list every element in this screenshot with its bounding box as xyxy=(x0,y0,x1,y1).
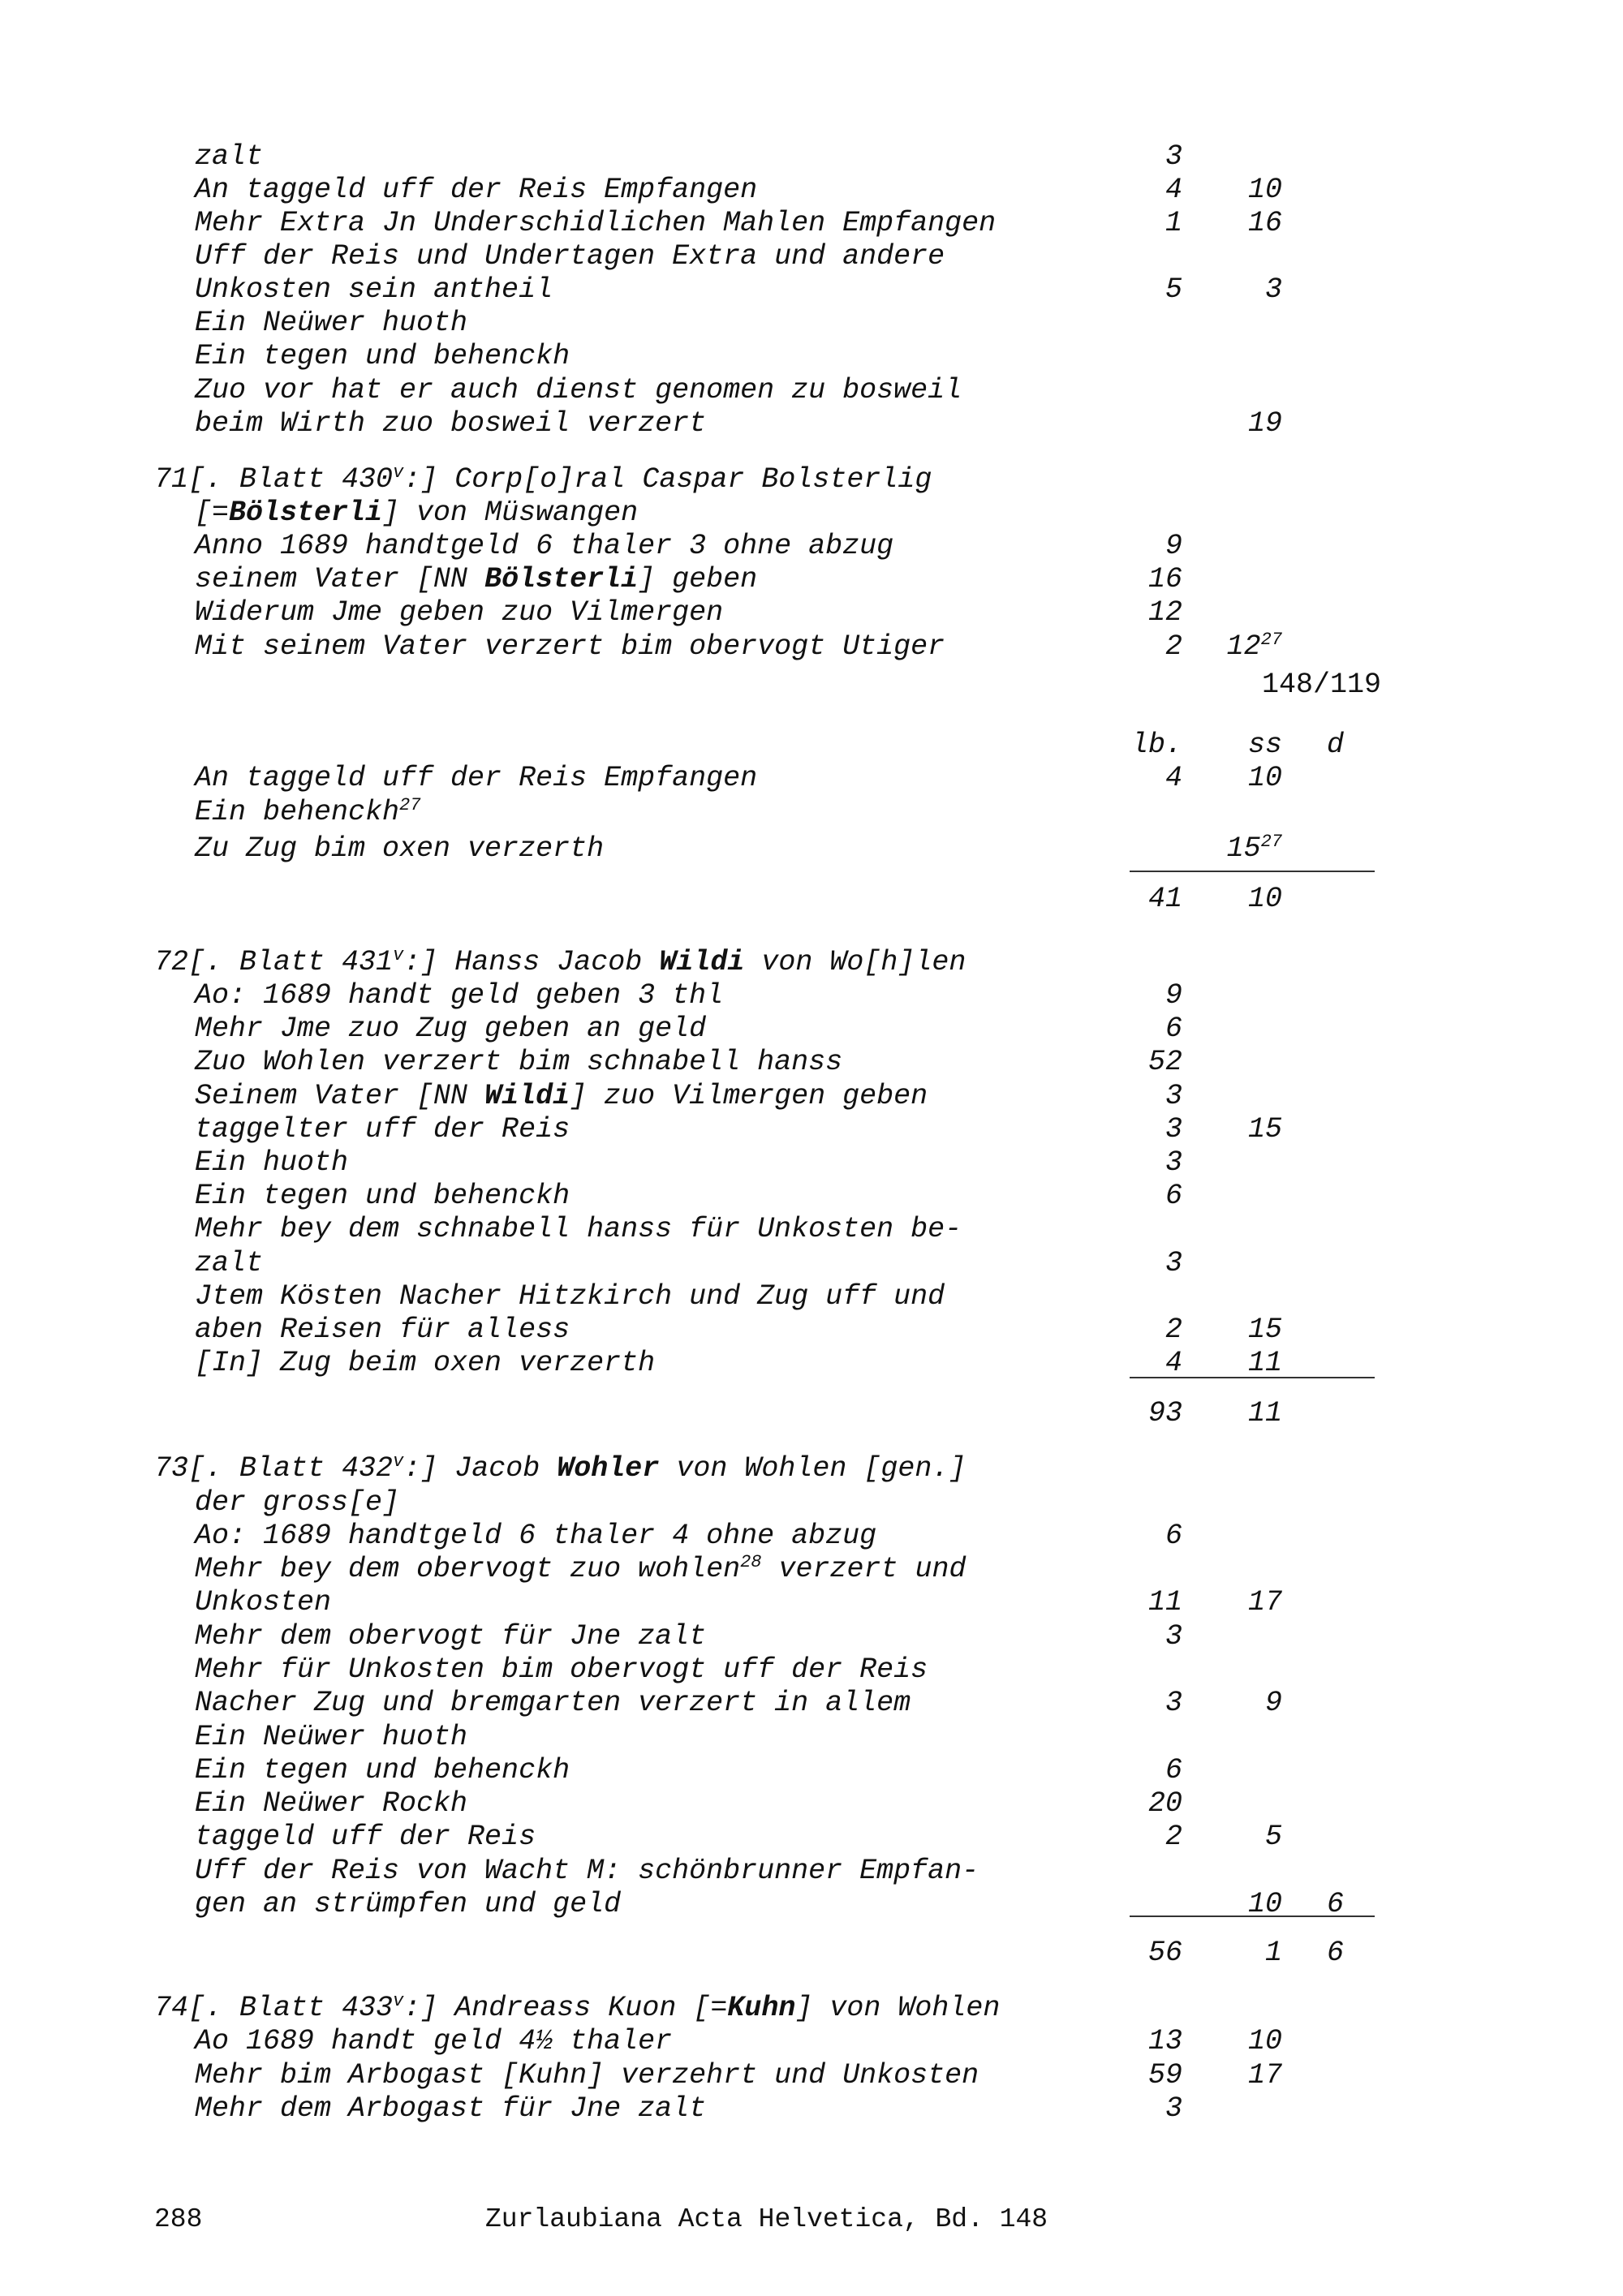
ledger-line xyxy=(0,373,1623,407)
ledger-line xyxy=(0,1653,1623,1687)
amount-lb: 4 xyxy=(1165,174,1182,206)
entry-heading-text: 73[. Blatt 432$^v$:] Jacob Wohler von Wohlen [gen.] xyxy=(154,1451,966,1485)
line-text: Mehr dem obervogt für Jne zalt xyxy=(195,1620,707,1653)
amount-lb: 4 xyxy=(1165,762,1182,794)
amount-ss: 3 xyxy=(1264,273,1282,306)
ledger-line xyxy=(0,1079,1623,1113)
amount-lb: 59 xyxy=(1147,2059,1182,2092)
line-text: Zuo Wohlen verzert bim schnabell hanss xyxy=(195,1046,843,1078)
ledger-line xyxy=(0,206,1623,240)
ledger-line xyxy=(0,832,1623,866)
amount-ss: $12^{27}$ xyxy=(1226,630,1282,663)
amount-lb: 1 xyxy=(1165,207,1182,239)
ledger-line xyxy=(0,761,1623,795)
amount-lb: 2 xyxy=(1165,1821,1182,1853)
ledger-line xyxy=(0,1686,1623,1720)
ledger-line xyxy=(0,1786,1623,1821)
amount-lb: 2 xyxy=(1165,630,1182,663)
amount-ss: 19 xyxy=(1247,407,1282,440)
amount-ss: 17 xyxy=(1247,1586,1282,1619)
amount-lb: 6 xyxy=(1165,1180,1182,1212)
line-text: zalt xyxy=(195,140,264,173)
amount-lb: 3 xyxy=(1165,2092,1182,2125)
ledger-line xyxy=(0,496,1623,530)
entry-heading xyxy=(0,1991,1623,2025)
line-text: Ein Neüwer huoth xyxy=(195,1721,468,1753)
ledger-line xyxy=(0,339,1623,373)
ledger-line xyxy=(0,1486,1623,1520)
amount-d: 6 xyxy=(1326,1888,1344,1920)
amount-lb: 11 xyxy=(1147,1586,1182,1619)
line-text: seinem Vater [NN Bölsterli] geben xyxy=(195,563,758,595)
amount-lb: 56 xyxy=(1147,1937,1182,1969)
ledger-line xyxy=(0,1246,1623,1280)
ledger-line xyxy=(0,1619,1623,1653)
line-text: An taggeld uff der Reis Empfangen xyxy=(195,174,758,206)
amount-ss: 10 xyxy=(1247,762,1282,794)
line-text: Jtem Kösten Nacher Hitzkirch und Zug uff und xyxy=(195,1280,945,1313)
line-text: Mit seinem Vater verzert bim obervogt Utiger xyxy=(195,630,945,663)
amount-ss: 11 xyxy=(1247,1397,1282,1430)
amount-lb: 3 xyxy=(1165,1247,1182,1279)
amount-lb: 3 xyxy=(1165,1687,1182,1719)
line-text: [In] Zug beim oxen verzerth xyxy=(195,1347,656,1379)
ledger-line xyxy=(0,1346,1623,1380)
line-text: Mehr Extra Jn Underschidlichen Mahlen Empfangen xyxy=(195,207,997,239)
line-text: Unkosten xyxy=(195,1586,332,1619)
line-text: Ein Neüwer huoth xyxy=(195,307,468,339)
line-text: beim Wirth zuo bosweil verzert xyxy=(195,407,707,440)
line-text: gen an strümpfen und geld xyxy=(195,1888,622,1920)
entry-heading xyxy=(0,462,1623,497)
line-text: Mehr bey dem schnabell hanss für Unkosten be- xyxy=(195,1213,962,1245)
line-text: Seinem Vater [NN Wildi] zuo Vilmergen geben xyxy=(195,1080,928,1112)
line-text: Ein behenckh$^{27}$ xyxy=(195,795,421,828)
line-text: Ein huoth xyxy=(195,1146,349,1179)
entry-heading-text: 71[. Blatt 430$^v$:] Corp[o]ral Caspar Bolsterlig xyxy=(154,462,932,496)
amount-lb: 9 xyxy=(1165,530,1182,562)
sum-rule xyxy=(1130,1915,1375,1917)
amount-lb: 13 xyxy=(1147,2025,1182,2057)
line-text: [=Bölsterli] von Müswangen xyxy=(195,497,639,529)
line-text: Ein Neüwer Rockh xyxy=(195,1787,468,1820)
amount-lb: 3 xyxy=(1165,1620,1182,1653)
ledger-line xyxy=(0,1313,1623,1347)
amount-ss: 1 xyxy=(1264,1937,1282,1969)
ledger-line xyxy=(0,1720,1623,1754)
amount-ss: 10 xyxy=(1247,883,1282,915)
ledger-line xyxy=(0,1753,1623,1787)
amount-lb: 9 xyxy=(1165,979,1182,1012)
ledger-line xyxy=(0,1279,1623,1314)
line-text: Uff der Reis und Undertagen Extra und andere xyxy=(195,240,945,273)
ledger-line xyxy=(0,306,1623,340)
line-text: zalt xyxy=(195,1247,264,1279)
ledger-line xyxy=(0,2058,1623,2092)
amount-lb: 3 xyxy=(1165,1113,1182,1146)
line-text: Nacher Zug und bremgarten verzert in allem xyxy=(195,1687,911,1719)
footer-title: Zurlaubiana Acta Helvetica, Bd. 148 xyxy=(485,2204,1048,2234)
entry-heading-text: 74[. Blatt 433$^v$:] Andreass Kuon [=Kuhn] von Wohlen xyxy=(154,1991,1001,2024)
amount-ss: 15 xyxy=(1247,1113,1282,1146)
ledger-line xyxy=(0,140,1623,174)
ledger-total-line xyxy=(0,882,1623,916)
ledger-total-line xyxy=(0,1396,1623,1430)
ledger-line xyxy=(0,173,1623,207)
amount-ss: ss xyxy=(1247,729,1282,761)
amount-lb: lb. xyxy=(1130,729,1182,761)
sum-rule xyxy=(1130,1377,1375,1378)
amount-d: d xyxy=(1326,729,1344,761)
amount-ss: 15 xyxy=(1247,1314,1282,1346)
amount-lb: 93 xyxy=(1147,1397,1182,1430)
line-text: Ao: 1689 handtgeld 6 thaler 4 ohne abzug xyxy=(195,1520,877,1552)
amount-d: 6 xyxy=(1326,1937,1344,1969)
amount-ss: 17 xyxy=(1247,2059,1282,2092)
sum-rule xyxy=(1130,871,1375,872)
line-text: Mehr dem Arbogast für Jne zalt xyxy=(195,2092,707,2125)
line-text: Ao: 1689 handt geld geben 3 thl xyxy=(195,979,724,1012)
amount-lb: 3 xyxy=(1165,140,1182,173)
ledger-line xyxy=(0,2024,1623,2058)
line-text: taggelter uff der Reis xyxy=(195,1113,570,1146)
ledger-line xyxy=(0,1045,1623,1079)
entry-heading xyxy=(0,945,1623,979)
amount-lb: 52 xyxy=(1147,1046,1182,1078)
amount-lb: 12 xyxy=(1147,596,1182,629)
ledger-line xyxy=(0,1887,1623,1921)
amount-lb: 6 xyxy=(1165,1754,1182,1786)
ledger-line xyxy=(0,795,1623,829)
ledger-line xyxy=(0,630,1623,664)
ledger-line xyxy=(0,1179,1623,1213)
ledger-line xyxy=(0,1212,1623,1246)
entry-heading xyxy=(0,1451,1623,1486)
amount-lb: 4 xyxy=(1165,1347,1182,1379)
amount-ss: 11 xyxy=(1247,1347,1282,1379)
amount-lb: 5 xyxy=(1165,273,1182,306)
amount-ss: 10 xyxy=(1247,2025,1282,2057)
line-text: Zuo vor hat er auch dienst genomen zu bosweil xyxy=(195,374,962,406)
amount-lb: 6 xyxy=(1165,1013,1182,1045)
amount-lb: 16 xyxy=(1147,563,1182,595)
page-reference: 148/119 xyxy=(1262,669,1382,701)
ledger-line xyxy=(0,1585,1623,1619)
ledger-line xyxy=(0,1112,1623,1146)
line-text: Ein tegen und behenckh xyxy=(195,1180,570,1212)
line-text: Anno 1689 handtgeld 6 thaler 3 ohne abzug xyxy=(195,530,894,562)
amount-lb: 3 xyxy=(1165,1146,1182,1179)
ledger-line xyxy=(0,529,1623,563)
ledger-line xyxy=(0,273,1623,307)
line-text: Mehr für Unkosten bim obervogt uff der Reis xyxy=(195,1653,928,1686)
amount-ss: 10 xyxy=(1247,1888,1282,1920)
ledger-total-line xyxy=(0,1936,1623,1970)
entry-heading-text: 72[. Blatt 431$^v$:] Hanss Jacob Wildi von Wo[h]len xyxy=(154,945,966,978)
line-text: Ein tegen und behenckh xyxy=(195,1754,570,1786)
amount-lb: 6 xyxy=(1165,1520,1182,1552)
line-text: Unkosten sein antheil xyxy=(195,273,553,306)
amount-ss: 16 xyxy=(1247,207,1282,239)
ledger-line xyxy=(0,1552,1623,1586)
amount-ss: $15^{27}$ xyxy=(1226,832,1282,865)
amount-lb: 41 xyxy=(1147,883,1182,915)
amount-lb: 2 xyxy=(1165,1314,1182,1346)
amount-ss: 5 xyxy=(1264,1821,1282,1853)
amount-lb: 20 xyxy=(1147,1787,1182,1820)
ledger-total-line xyxy=(0,728,1623,762)
ledger-line xyxy=(0,1012,1623,1046)
line-text: Mehr bim Arbogast [Kuhn] verzehrt und Unkosten xyxy=(195,2059,979,2092)
line-text: der gross[e] xyxy=(195,1486,400,1519)
line-text: Widerum Jme geben zuo Vilmergen xyxy=(195,596,724,629)
line-text: Mehr bey dem obervogt zuo wohlen$^{28}$ verzert und xyxy=(195,1552,966,1585)
ledger-line xyxy=(0,595,1623,630)
line-text: Ao 1689 handt geld 4½ thaler xyxy=(195,2025,673,2057)
ledger-line xyxy=(0,1820,1623,1854)
ledger-line xyxy=(0,562,1623,596)
ledger-line xyxy=(0,406,1623,441)
ledger-line xyxy=(0,1854,1623,1888)
line-text: aben Reisen für alless xyxy=(195,1314,570,1346)
line-text: Mehr Jme zuo Zug geben an geld xyxy=(195,1013,707,1045)
ledger-line xyxy=(0,978,1623,1013)
line-text: Ein tegen und behenckh xyxy=(195,340,570,372)
line-text: An taggeld uff der Reis Empfangen xyxy=(195,762,758,794)
line-text: Uff der Reis von Wacht M: schönbrunner Empfan- xyxy=(195,1855,979,1887)
footer-page-number: 288 xyxy=(154,2204,203,2234)
amount-ss: 9 xyxy=(1264,1687,1282,1719)
amount-lb: 3 xyxy=(1165,1080,1182,1112)
line-text: Zu Zug bim oxen verzerth xyxy=(195,832,605,865)
ledger-line xyxy=(0,239,1623,273)
ledger-line xyxy=(0,1519,1623,1553)
line-text: taggeld uff der Reis xyxy=(195,1821,536,1853)
ledger-line xyxy=(0,1146,1623,1180)
ledger-line xyxy=(0,2092,1623,2126)
amount-ss: 10 xyxy=(1247,174,1282,206)
